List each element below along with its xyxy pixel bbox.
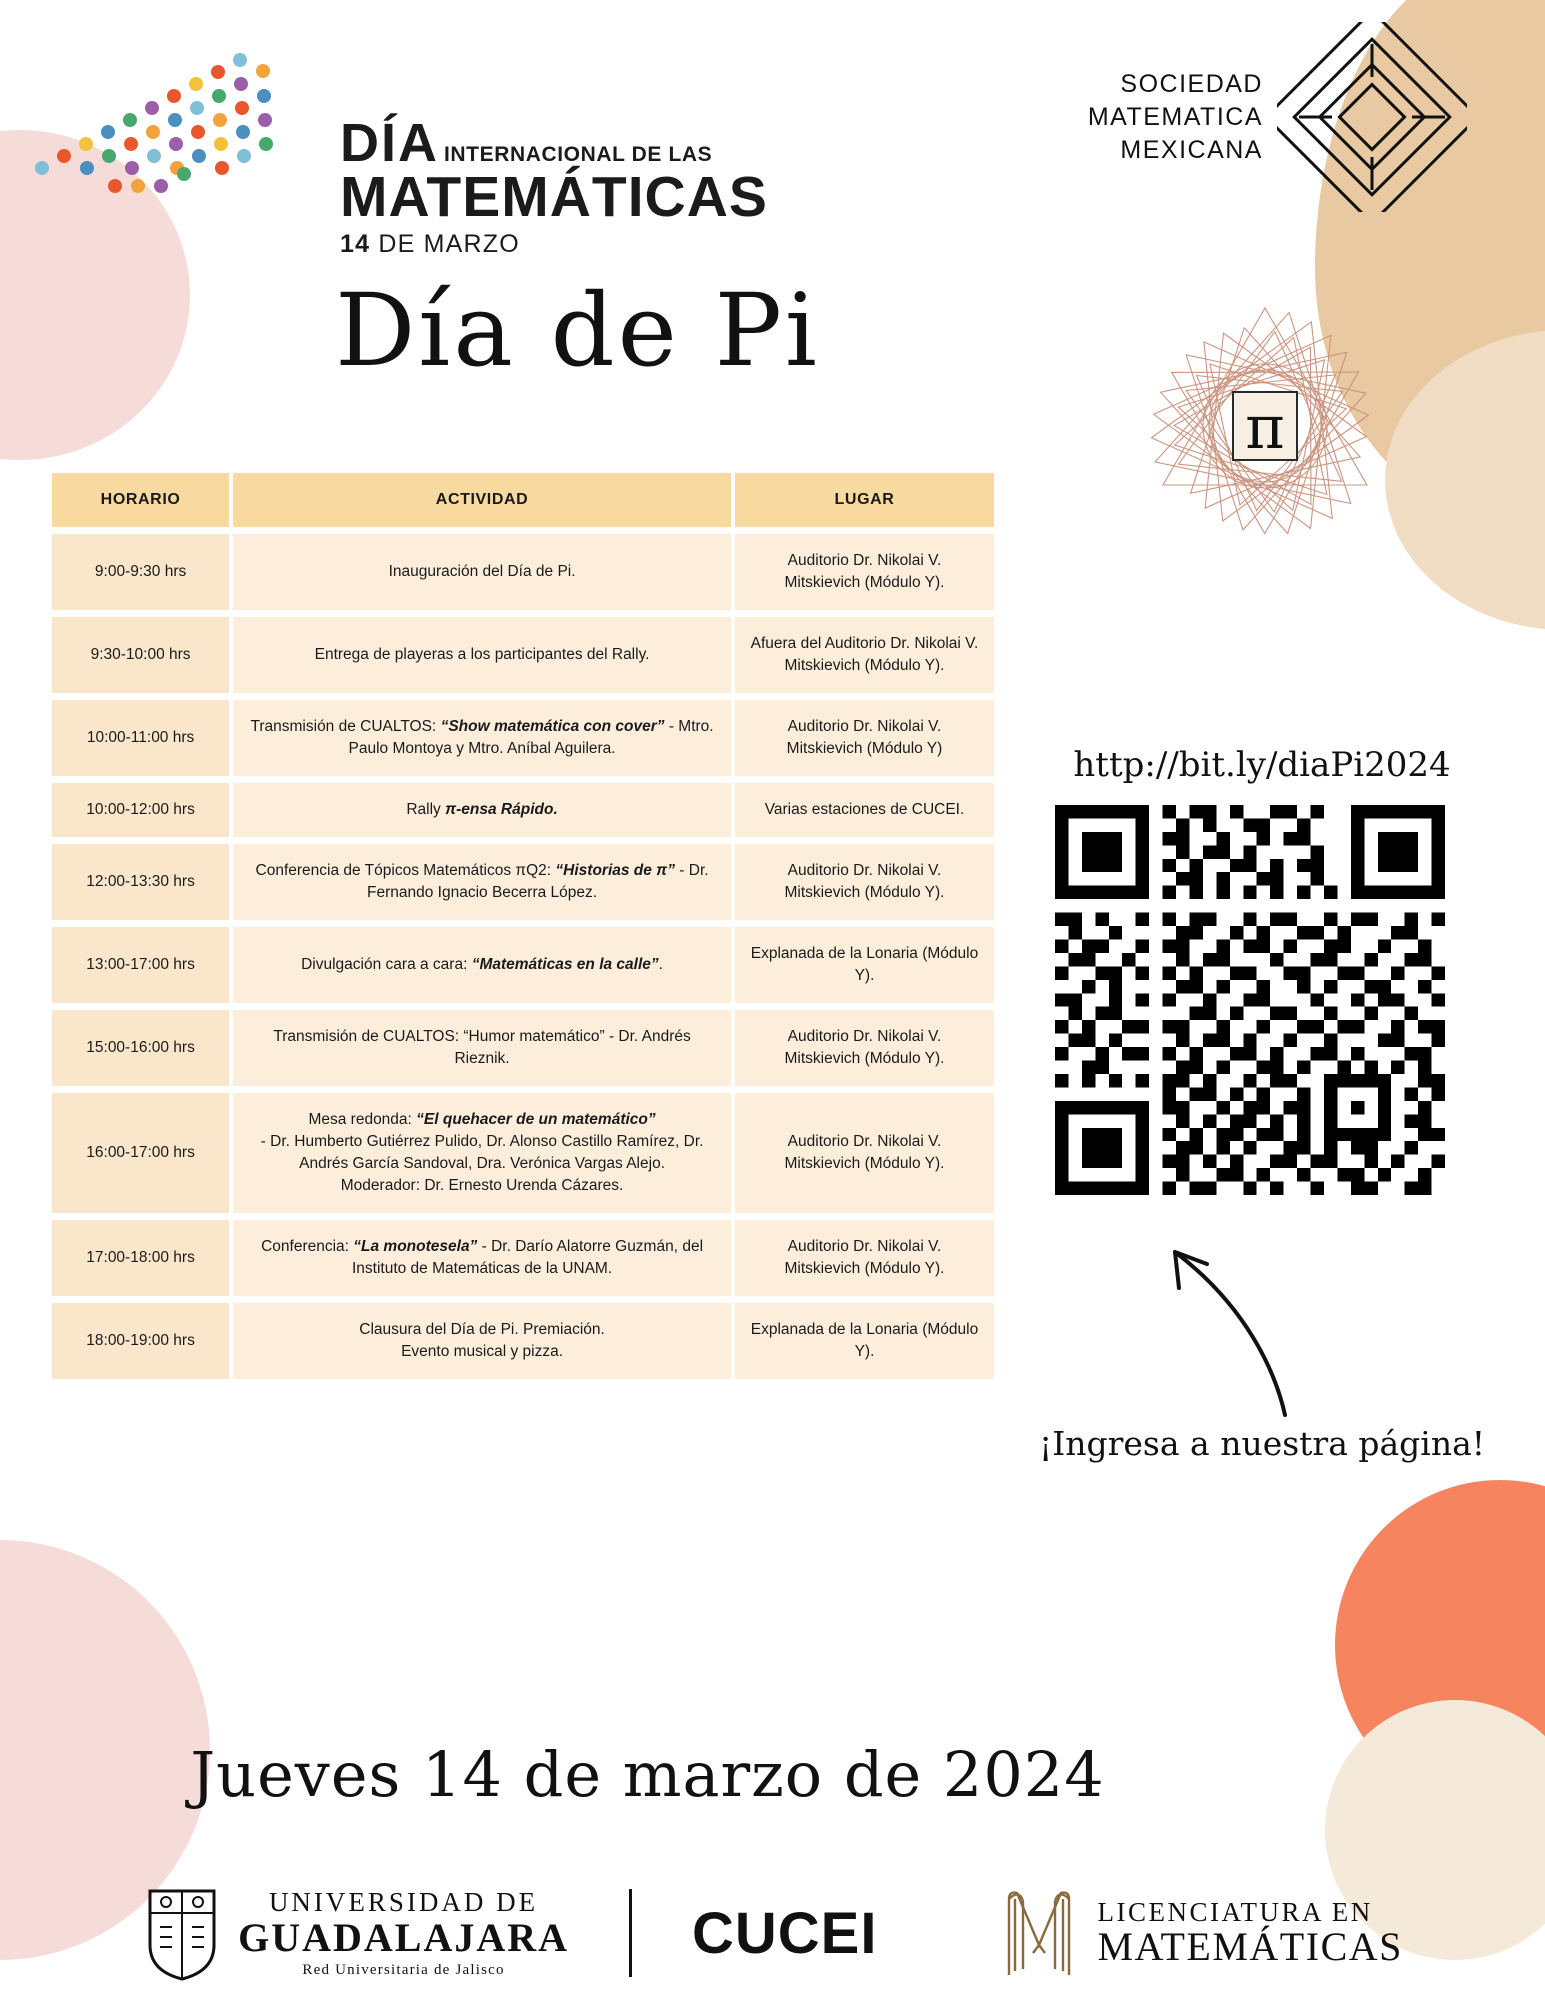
udg-line-3: Red Universitaria de Jalisco xyxy=(302,1961,505,1978)
cell-actividad: Conferencia de Tópicos Matemáticos πQ2: “Historias de π” - Dr. Fernando Ignacio Becerra López. xyxy=(233,844,731,920)
table-row xyxy=(52,1093,994,1213)
idm-logo-internacional: INTERNACIONAL DE LAS xyxy=(443,143,713,166)
table-row xyxy=(52,1220,994,1296)
idm-logo-date xyxy=(340,230,768,259)
footer-logos xyxy=(0,1868,1545,1998)
table-row xyxy=(52,617,994,693)
cell-actividad: Inauguración del Día de Pi. xyxy=(233,534,731,610)
cell-horario: 15:00-16:00 hrs xyxy=(52,1010,229,1086)
cell-lugar: Afuera del Auditorio Dr. Nikolai V. Mitskievich (Módulo Y). xyxy=(735,617,994,693)
footer-divider xyxy=(629,1889,632,1977)
cell-horario: 9:00-9:30 hrs xyxy=(52,534,229,610)
smm-line-3: MEXICANA xyxy=(1120,135,1263,164)
schedule-table-body xyxy=(52,534,994,1379)
cell-lugar: Auditorio Dr. Nikolai V. Mitskievich (Módulo Y). xyxy=(735,1010,994,1086)
curved-arrow-icon xyxy=(1135,1230,1315,1420)
cell-actividad: Transmisión de CUALTOS: “Show matemática con cover” - Mtro. Paulo Montoya y Mtro. Aníbal Aguilera. xyxy=(233,700,731,776)
licenciatura-line-1: LICENCIATURA EN xyxy=(1097,1896,1373,1927)
idm-logo-dia: DÍA xyxy=(340,113,439,173)
licenciatura-en-matematicas-logo xyxy=(997,1883,1402,1983)
table-row xyxy=(52,844,994,920)
udg-logo-text xyxy=(238,1886,569,1978)
qr-code-image[interactable] xyxy=(1055,805,1445,1195)
cell-horario: 13:00-17:00 hrs xyxy=(52,927,229,1003)
idm-logo-text xyxy=(340,112,768,259)
table-row xyxy=(52,783,994,837)
udg-line-1: UNIVERSIDAD DE xyxy=(268,1886,539,1917)
idm-dots-icon xyxy=(20,24,340,224)
cell-horario: 9:30-10:00 hrs xyxy=(52,617,229,693)
cell-horario: 10:00-11:00 hrs xyxy=(52,700,229,776)
cell-horario: 18:00-19:00 hrs xyxy=(52,1303,229,1379)
pi-string-art-icon xyxy=(1115,300,1415,560)
svg-text:π: π xyxy=(1245,393,1285,463)
cell-lugar: Explanada de la Lonaria (Módulo Y). xyxy=(735,927,994,1003)
column-header-actividad: ACTIVIDAD xyxy=(233,473,731,527)
udg-shield-icon xyxy=(142,1883,222,1983)
smm-line-1: SOCIEDAD xyxy=(1120,69,1263,98)
cell-actividad: Clausura del Día de Pi. Premiación. Evento musical y pizza. xyxy=(233,1303,731,1379)
table-header-row xyxy=(52,473,994,527)
smm-diamond-icon xyxy=(1277,22,1467,212)
table-row xyxy=(52,700,994,776)
smm-logo-text xyxy=(1088,68,1263,167)
table-row xyxy=(52,927,994,1003)
cell-horario: 17:00-18:00 hrs xyxy=(52,1220,229,1296)
licenciatura-line-2: MATEMÁTICAS xyxy=(1097,1924,1403,1970)
cell-lugar: Auditorio Dr. Nikolai V. Mitskievich (Módulo Y) xyxy=(735,700,994,776)
licenciatura-m-icon xyxy=(997,1883,1083,1983)
sociedad-matematica-mexicana-logo xyxy=(1088,22,1467,212)
table-row xyxy=(52,1303,994,1379)
idm-logo-date-month: DE MARZO xyxy=(370,229,520,258)
event-date-footer: Jueves 14 de marzo de 2024 xyxy=(190,1738,1105,1811)
cell-actividad: Entrega de playeras a los participantes del Rally. xyxy=(233,617,731,693)
schedule-table xyxy=(48,466,998,1386)
table-row xyxy=(52,1010,994,1086)
cell-lugar: Auditorio Dr. Nikolai V. Mitskievich (Módulo Y). xyxy=(735,844,994,920)
licenciatura-logo-text xyxy=(1097,1898,1402,1968)
idm-logo-matematicas: MATEMÁTICAS xyxy=(340,165,768,229)
universidad-de-guadalajara-logo xyxy=(142,1883,569,1983)
cell-actividad: Mesa redonda: “El quehacer de un matemático” - Dr. Humberto Gutiérrez Pulido, Dr. Alonso Castillo Ramírez, Dr. Andrés García Sandoval, Dra. Verónica Vargas Alejo. Moderador: Dr. Ernesto Urenda Cázares. xyxy=(233,1093,731,1213)
cell-lugar: Auditorio Dr. Nikolai V. Mitskievich (Módulo Y). xyxy=(735,534,994,610)
cucei-logo-text: CUCEI xyxy=(692,1900,878,1966)
cell-lugar: Auditorio Dr. Nikolai V. Mitskievich (Módulo Y). xyxy=(735,1220,994,1296)
international-day-of-mathematics-logo xyxy=(20,24,768,258)
column-header-horario: HORARIO xyxy=(52,473,229,527)
column-header-lugar: LUGAR xyxy=(735,473,994,527)
udg-line-2: GUADALAJARA xyxy=(238,1914,569,1960)
idm-logo-date-number: 14 xyxy=(340,229,371,258)
smm-line-2: MATEMATICA xyxy=(1087,102,1263,131)
cell-lugar: Auditorio Dr. Nikolai V. Mitskievich (Módulo Y). xyxy=(735,1093,994,1213)
cell-actividad: Transmisión de CUALTOS: “Humor matemático” - Dr. Andrés Rieznik. xyxy=(233,1010,731,1086)
cell-lugar: Varias estaciones de CUCEI. xyxy=(735,783,994,837)
cell-horario: 10:00-12:00 hrs xyxy=(52,783,229,837)
cell-actividad: Divulgación cara a cara: “Matemáticas en la calle”. xyxy=(233,927,731,1003)
qr-url-text: http://bit.ly/diaPi2024 xyxy=(1073,745,1451,785)
cell-horario: 12:00-13:30 hrs xyxy=(52,844,229,920)
cell-horario: 16:00-17:00 hrs xyxy=(52,1093,229,1213)
qr-caption-text: ¡Ingresa a nuestra página! xyxy=(1038,1424,1486,1463)
page-title: Día de Pi xyxy=(335,272,820,389)
cell-actividad: Rally π-ensa Rápido. xyxy=(233,783,731,837)
cell-lugar: Explanada de la Lonaria (Módulo Y). xyxy=(735,1303,994,1379)
table-row xyxy=(52,534,994,610)
cell-actividad: Conferencia: “La monotesela” - Dr. Darío Alatorre Guzmán, del Instituto de Matemáticas de la UNAM. xyxy=(233,1220,731,1296)
